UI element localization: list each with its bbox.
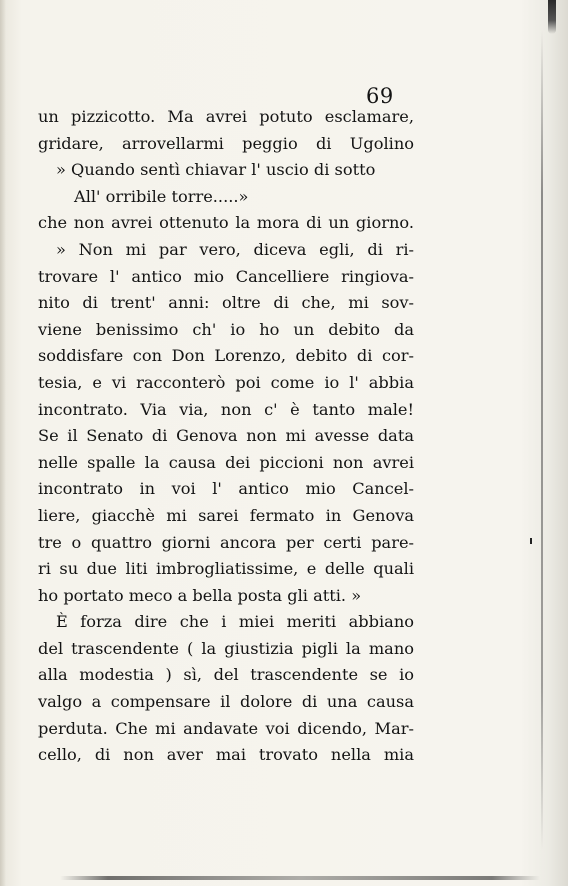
- verse-line: All' orribile torre.....»: [74, 186, 249, 206]
- scan-bottom-smudge: [60, 876, 540, 880]
- text-line: » Non mi par vero, diceva egli, di ri-: [56, 239, 414, 259]
- text-line: viene benissimo ch' io ho un debito da: [38, 319, 414, 339]
- verse-line: » Quando sentì chiavar l' uscio di sotto: [56, 160, 376, 180]
- text-line: del trascendente ( la giustizia pigli la mano: [38, 638, 414, 658]
- text-line: che non avrei ottenuto la mora di un giorno.: [38, 213, 414, 233]
- text-line: nelle spalle la causa dei piccioni non avrei: [38, 452, 414, 472]
- text-line: nito di trent' anni: oltre di che, mi sov-: [38, 293, 414, 313]
- text-line: È forza dire che i miei meriti abbiano: [56, 612, 414, 632]
- text-line: tre o quattro giorni ancora per certi pare-: [38, 532, 414, 552]
- text-line: ho portato meco a bella posta gli atti. »: [38, 585, 362, 605]
- page-gutter-line: [541, 30, 543, 850]
- scan-edge-mark: [548, 0, 556, 34]
- text-line: ri su due liti imbrogliatissime, e delle quali: [38, 559, 414, 579]
- text-line: gridare, arrovellarmi peggio di Ugolino: [38, 133, 414, 153]
- text-line: valgo a compensare il dolore di una causa: [38, 692, 414, 712]
- body-text: [38, 104, 414, 769]
- text-line: incontrato in voi l' antico mio Cancel-: [38, 479, 414, 499]
- text-line: trovare l' antico mio Cancelliere ringiova-: [38, 266, 414, 286]
- page-number: 69: [366, 84, 394, 108]
- text-line: Se il Senato di Genova non mi avesse data: [38, 426, 414, 446]
- text-line: un pizzicotto. Ma avrei potuto esclamare,: [38, 107, 414, 126]
- text-line: perduta. Che mi andavate voi dicendo, Mar-: [38, 718, 414, 738]
- text-line: cello, di non aver mai trovato nella mia: [38, 745, 414, 765]
- text-line: soddisfare con Don Lorenzo, debito di cor-: [38, 346, 414, 366]
- text-line: incontrato. Via via, non c' è tanto male!: [38, 399, 414, 419]
- text-line: alla modestia ) sì, del trascendente se io: [38, 665, 414, 685]
- text-line: liere, giacchè mi sarei fermato in Genova: [38, 505, 414, 525]
- text-line: tesia, e vi racconterò poi come io l' abbia: [38, 372, 414, 392]
- ink-speck: [530, 538, 532, 544]
- page-left-shadow: [0, 0, 6, 886]
